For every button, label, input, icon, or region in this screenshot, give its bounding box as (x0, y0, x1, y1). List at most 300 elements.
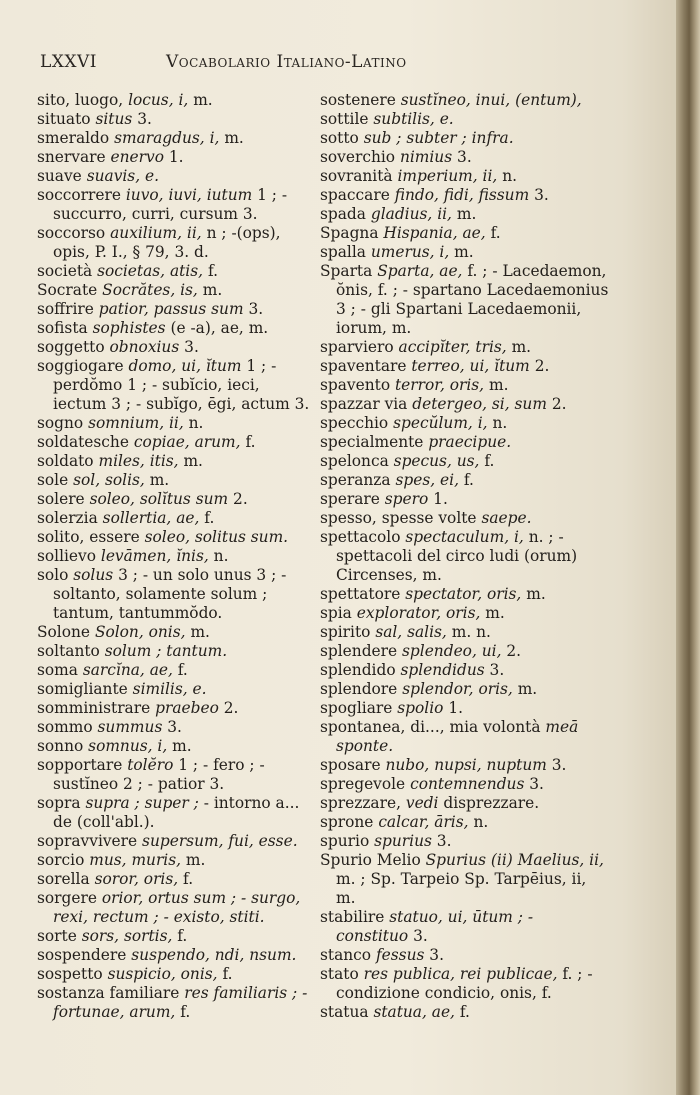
latin-translation: sollertia, ae, (102, 509, 200, 527)
italian-headword: spaventare (320, 357, 407, 375)
italian-headword: sotto (320, 129, 359, 147)
dictionary-entry (37, 984, 312, 1022)
dictionary-entry (320, 908, 610, 946)
entry-grammar-note: 3. (248, 300, 264, 318)
entry-grammar-note: f. (183, 870, 194, 888)
italian-headword: sito, luogo, (37, 91, 124, 109)
entry-grammar-note: disprezzare. (443, 794, 540, 812)
dictionary-entry (320, 642, 610, 661)
entry-grammar-note: m. (485, 604, 505, 622)
italian-headword: sofista (37, 319, 88, 337)
dictionary-entry (37, 167, 312, 186)
entry-grammar-note: m. n. (451, 623, 491, 641)
entry-grammar-note: f. (459, 1003, 470, 1021)
latin-translation: soror, oris, (94, 870, 179, 888)
entry-grammar-note: 3. (184, 338, 199, 356)
dictionary-entry (320, 680, 610, 699)
latin-translation: sophistes (92, 319, 166, 337)
entry-grammar-note: f. (484, 452, 495, 470)
entry-grammar-note: m. (149, 471, 170, 489)
latin-translation: summus (97, 718, 163, 736)
dictionary-entry (320, 452, 610, 471)
italian-headword: sogno (37, 414, 84, 432)
latin-translation: soleo, solitus sum. (144, 528, 289, 546)
dictionary-entry (320, 262, 610, 338)
entry-grammar-note: f. (180, 1003, 191, 1021)
dictionary-entry (37, 433, 312, 452)
entry-grammar-note: 3. (551, 756, 567, 774)
italian-headword: sparviero (320, 338, 394, 356)
dictionary-entry (320, 338, 610, 357)
latin-translation: statuo, ui, ūtum ; - constituo (336, 908, 534, 945)
italian-headword: sorte (37, 927, 77, 945)
latin-translation: meā sponte. (336, 718, 579, 755)
italian-headword: sprezzare, (320, 794, 401, 812)
left-column (37, 91, 312, 1022)
italian-headword: sottile (320, 110, 369, 128)
dictionary-entry (320, 832, 610, 851)
dictionary-entry (320, 623, 610, 642)
italian-headword: stabilire (320, 908, 385, 926)
entry-grammar-note: 3. (167, 718, 182, 736)
latin-translation: calcar, āris, (378, 813, 469, 831)
dictionary-entry (37, 927, 312, 946)
latin-translation: gladius, ii, (370, 205, 452, 223)
latin-translation: statua, ae, (373, 1003, 455, 1021)
italian-headword: soverchio (320, 148, 396, 166)
entry-grammar-note: 3. (429, 946, 444, 964)
entry-grammar-note: f. (463, 471, 474, 489)
italian-headword: snervare (37, 148, 106, 166)
dictionary-entry (320, 243, 610, 262)
italian-headword: soggetto (37, 338, 105, 356)
italian-headword: soma (37, 661, 78, 679)
latin-translation: auxilium, ii, (110, 224, 202, 242)
entry-grammar-note: 2. (233, 490, 248, 508)
italian-headword: sovranità (320, 167, 393, 185)
latin-translation: Hispania, ae, (383, 224, 486, 242)
dictionary-entry (37, 224, 312, 262)
latin-translation: soleo, solĭtus sum (89, 490, 229, 508)
dictionary-entry (320, 756, 610, 775)
right-column (320, 91, 610, 1022)
italian-headword: sopportare (37, 756, 123, 774)
dictionary-entry (320, 851, 610, 908)
italian-headword: spazzar via (320, 395, 408, 413)
italian-headword: società (37, 262, 93, 280)
latin-translation: specus, us, (393, 452, 480, 470)
dictionary-entry (37, 186, 312, 224)
latin-translation: nubo, nupsi, nuptum (385, 756, 547, 774)
latin-translation: sarcĭna, ae, (82, 661, 173, 679)
italian-headword: splendore (320, 680, 398, 698)
latin-translation: Spurius (ii) Maelius, ii, (425, 851, 604, 869)
latin-translation: mus, muris, (89, 851, 182, 869)
dictionary-entry (320, 794, 610, 813)
italian-headword: stato (320, 965, 359, 983)
dictionary-entry (320, 376, 610, 395)
entry-grammar-note: 3. (529, 775, 544, 793)
italian-headword: sostenere (320, 91, 396, 109)
dictionary-entry (320, 414, 610, 433)
entry-grammar-note: n. ; - spettacoli del circo ludi (orum) Circenses, m. (336, 528, 578, 584)
latin-translation: smaragdus, i, (114, 129, 220, 147)
latin-translation: spectator, oris, (405, 585, 522, 603)
italian-headword: statua (320, 1003, 369, 1021)
entry-grammar-note: n. (502, 167, 518, 185)
latin-translation: copiae, arum, (133, 433, 241, 451)
dictionary-entry (37, 623, 312, 642)
dictionary-entry (37, 262, 312, 281)
italian-headword: soccorrere (37, 186, 121, 204)
italian-headword: sposare (320, 756, 381, 774)
italian-headword: stanco (320, 946, 372, 964)
italian-headword: sole (37, 471, 69, 489)
latin-translation: specŭlum, i, (393, 414, 488, 432)
latin-translation: nimius (399, 148, 453, 166)
italian-headword: sorcio (37, 851, 85, 869)
latin-translation: obnoxius (109, 338, 180, 356)
entry-grammar-note: m. (224, 129, 244, 147)
dictionary-entry (320, 813, 610, 832)
dictionary-entry (37, 870, 312, 889)
italian-headword: spelonca (320, 452, 389, 470)
entry-grammar-note: 1. (448, 699, 463, 717)
italian-headword: sorgere (37, 889, 97, 907)
book-spine-edge (676, 0, 700, 1095)
dictionary-entry (320, 148, 610, 167)
italian-headword: soldatesche (37, 433, 129, 451)
dictionary-entry (37, 414, 312, 433)
latin-translation: somnus, i, (88, 737, 168, 755)
dictionary-entry (37, 110, 312, 129)
dictionary-entry (37, 851, 312, 870)
dictionary-entry (320, 395, 610, 414)
italian-headword: splendere (320, 642, 398, 660)
latin-translation: fessus (375, 946, 425, 964)
entry-grammar-note: m. (454, 243, 474, 261)
entry-grammar-note: m. (202, 281, 223, 299)
latin-translation: iuvo, iuvi, iutum (125, 186, 253, 204)
dictionary-entry (37, 338, 312, 357)
entry-grammar-note: 3. (436, 832, 452, 850)
italian-headword: splendido (320, 661, 396, 679)
latin-translation: supra ; super ; (85, 794, 199, 812)
dictionary-entry (37, 756, 312, 794)
dictionary-entry (320, 661, 610, 680)
entry-grammar-note: f. ; - Lacedaemon, ŏnis, f. ; - spartano Lacedaemonius 3 ; - gli Spartani Lacedaemonii, iorum, m. (336, 262, 609, 337)
latin-translation: spolio (397, 699, 444, 717)
entry-grammar-note: 2. (551, 395, 567, 413)
entry-grammar-note: 1. (433, 490, 448, 508)
italian-headword: spalla (320, 243, 366, 261)
italian-headword: solito, essere (37, 528, 140, 546)
latin-translation: explorator, oris, (356, 604, 481, 622)
italian-headword: spirito (320, 623, 371, 641)
dictionary-entry (37, 642, 312, 661)
entry-grammar-note: m. (185, 851, 206, 869)
page-number: LXXVI (40, 52, 97, 72)
dictionary-entry (320, 471, 610, 490)
entry-grammar-note: 1 ; - succurro, curri, cursum 3. (53, 186, 288, 223)
italian-headword: Socrate (37, 281, 98, 299)
entry-grammar-note: n. (213, 547, 229, 565)
latin-translation: findo, fidi, fissum (394, 186, 530, 204)
dictionary-entry (320, 946, 610, 965)
latin-translation: spurius (374, 832, 432, 850)
latin-translation: subtilis, e. (373, 110, 454, 128)
dictionary-entry (37, 148, 312, 167)
italian-headword: sorella (37, 870, 90, 888)
entry-grammar-note: m. (511, 338, 532, 356)
entry-grammar-note: 2. (506, 642, 522, 660)
dictionary-entry (37, 794, 312, 832)
dictionary-entry (320, 186, 610, 205)
latin-translation: Socrătes, is, (102, 281, 198, 299)
dictionary-entry (320, 585, 610, 604)
italian-headword: sostanza familiare (37, 984, 180, 1002)
italian-headword: spada (320, 205, 366, 223)
latin-translation: enervo (110, 148, 164, 166)
latin-translation: solum ; tantum. (104, 642, 228, 660)
latin-translation: sal, salis, (375, 623, 447, 641)
dictionary-entry (320, 205, 610, 224)
latin-translation: similis, e. (132, 680, 207, 698)
italian-headword: Spagna (320, 224, 379, 242)
italian-headword: spavento (320, 376, 391, 394)
latin-translation: umerus, i, (370, 243, 450, 261)
latin-translation: vedi (405, 794, 439, 812)
dictionary-entry (37, 509, 312, 528)
latin-translation: sors, sortis, (81, 927, 173, 945)
latin-translation: miles, itis, (98, 452, 179, 470)
entry-grammar-note: 2. (534, 357, 550, 375)
italian-headword: sopra (37, 794, 81, 812)
italian-headword: solerzia (37, 509, 98, 527)
italian-headword: Solone (37, 623, 91, 641)
italian-headword: sopravvivere (37, 832, 138, 850)
italian-headword: Sparta (320, 262, 373, 280)
italian-headword: soffrire (37, 300, 94, 318)
dictionary-entry (320, 357, 610, 376)
dictionary-entry (320, 91, 610, 110)
entry-grammar-note: (e -a), ae, m. (170, 319, 269, 337)
italian-headword: solere (37, 490, 85, 508)
italian-headword: specchio (320, 414, 389, 432)
italian-headword: sospetto (37, 965, 103, 983)
entry-grammar-note: 3. (457, 148, 472, 166)
entry-grammar-note: 2. (223, 699, 239, 717)
dictionary-entry (37, 946, 312, 965)
latin-translation: terror, oris, (395, 376, 485, 394)
dictionary-entry (37, 91, 312, 110)
dictionary-entry (37, 547, 312, 566)
entry-grammar-note: f. (204, 509, 215, 527)
italian-headword: spaccare (320, 186, 390, 204)
italian-headword: Spurio Melio (320, 851, 421, 869)
dictionary-entry (37, 300, 312, 319)
latin-translation: splendidus (400, 661, 485, 679)
latin-translation: sustĭneo, inui, (entum), (400, 91, 582, 109)
latin-translation: detergeo, si, sum (412, 395, 547, 413)
italian-headword: spontanea, di..., mia volontà (320, 718, 541, 736)
dictionary-entry (37, 357, 312, 414)
italian-headword: smeraldo (37, 129, 110, 147)
latin-translation: spectaculum, i, (405, 528, 524, 546)
dictionary-entry (320, 528, 610, 585)
italian-headword: soccorso (37, 224, 106, 242)
latin-translation: suavis, e. (86, 167, 159, 185)
entry-grammar-note: f. (490, 224, 501, 242)
entry-grammar-note: m. ; Sp. Tarpeio Sp. Tarpēius, ii, m. (336, 870, 587, 907)
latin-translation: accipĭter, tris, (398, 338, 507, 356)
latin-translation: praebeo (155, 699, 219, 717)
italian-headword: speranza (320, 471, 391, 489)
dictionary-entry (320, 129, 610, 148)
dictionary-entry (320, 718, 610, 756)
entry-grammar-note: 1 ; - perdŏmo 1 ; - subĭcio, ieci, iectum 3 ; - subĭgo, ēgi, actum 3. (53, 357, 310, 413)
entry-grammar-note: m. (183, 452, 203, 470)
italian-headword: suave (37, 167, 82, 185)
italian-headword: soggiogare (37, 357, 124, 375)
italian-headword: somministrare (37, 699, 151, 717)
italian-headword: sprone (320, 813, 374, 831)
entry-grammar-note: m. (517, 680, 538, 698)
entry-grammar-note: - intorno a... de (coll'abl.). (53, 794, 300, 831)
italian-headword: situato (37, 110, 91, 128)
dictionary-entry (37, 319, 312, 338)
latin-translation: res publica, rei publicae, (363, 965, 558, 983)
dictionary-entry (320, 167, 610, 186)
italian-headword: sospendere (37, 946, 127, 964)
dictionary-entry (37, 832, 312, 851)
dictionary-entry (320, 509, 610, 528)
entry-grammar-note: n ; -(ops), opis, P. I., § 79, 3. d. (53, 224, 281, 261)
entry-grammar-note: f. (177, 661, 188, 679)
italian-headword: somigliante (37, 680, 128, 698)
italian-headword: soltanto (37, 642, 100, 660)
entry-grammar-note: 3. (413, 927, 428, 945)
italian-headword: solo (37, 566, 69, 584)
dictionary-entry (37, 490, 312, 509)
dictionary-entry (37, 737, 312, 756)
dictionary-entry (320, 1003, 610, 1022)
dictionary-entry (320, 433, 610, 452)
dictionary-entry (37, 129, 312, 148)
latin-translation: levāmen, ĭnis, (100, 547, 209, 565)
entry-grammar-note: m. (193, 91, 213, 109)
dictionary-entry (37, 680, 312, 699)
italian-headword: specialmente (320, 433, 424, 451)
latin-translation: sol, solis, (73, 471, 145, 489)
dictionary-entry (320, 699, 610, 718)
italian-headword: spurio (320, 832, 370, 850)
latin-translation: res familiaris ; - fortunae, arum, (53, 984, 308, 1021)
dictionary-entry (37, 281, 312, 300)
latin-translation: Sparta, ae, (377, 262, 463, 280)
latin-translation: situs (95, 110, 133, 128)
latin-translation: suspendo, ndi, nsum. (131, 946, 297, 964)
entry-grammar-note: m. (488, 376, 509, 394)
italian-headword: spettacolo (320, 528, 401, 546)
latin-translation: sub ; subter ; infra. (363, 129, 514, 147)
entry-grammar-note: m. (190, 623, 210, 641)
dictionary-entry (320, 775, 610, 794)
latin-translation: orior, ortus sum ; - surgo, rexi, rectum ; - existo, stiti. (53, 889, 301, 926)
italian-headword: spettatore (320, 585, 401, 603)
dictionary-entry (320, 110, 610, 129)
latin-translation: supersum, fui, esse. (142, 832, 298, 850)
page-title: Vocabolario Italiano-Latino (166, 52, 407, 72)
dictionary-entry (37, 889, 312, 927)
dictionary-entry (320, 224, 610, 243)
dictionary-entry (37, 699, 312, 718)
dictionary-entry (37, 452, 312, 471)
latin-translation: locus, i, (128, 91, 189, 109)
italian-headword: spregevole (320, 775, 406, 793)
latin-translation: solus (73, 566, 114, 584)
italian-headword: spogliare (320, 699, 393, 717)
latin-translation: contemnendus (410, 775, 525, 793)
italian-headword: sonno (37, 737, 84, 755)
entry-grammar-note: m. (456, 205, 477, 223)
entry-grammar-note: f. (177, 927, 188, 945)
italian-headword: sperare (320, 490, 380, 508)
latin-translation: spes, ei, (395, 471, 459, 489)
entry-grammar-note: 1. (168, 148, 184, 166)
entry-grammar-note: f. (207, 262, 218, 280)
entry-grammar-note: 3. (534, 186, 549, 204)
italian-headword: sommo (37, 718, 93, 736)
entry-grammar-note: m. (172, 737, 192, 755)
entry-grammar-note: 3 ; - un solo unus 3 ; - soltanto, solamente solum ; tantum, tantummŏdo. (53, 566, 287, 622)
dictionary-entry (37, 718, 312, 737)
entry-grammar-note: m. (526, 585, 546, 603)
latin-translation: splendor, oris, (402, 680, 513, 698)
entry-grammar-note: f. (245, 433, 256, 451)
dictionary-entry (320, 965, 610, 1003)
italian-headword: spia (320, 604, 352, 622)
dictionary-entry (37, 965, 312, 984)
entry-grammar-note: 3. (137, 110, 152, 128)
entry-grammar-note: n. (492, 414, 508, 432)
entry-grammar-note: f. ; - condizione condicio, onis, f. (336, 965, 593, 1002)
italian-headword: sollievo (37, 547, 96, 565)
entry-grammar-note: f. (222, 965, 233, 983)
dictionary-entry (37, 566, 312, 623)
entry-grammar-note: 3. (489, 661, 505, 679)
dictionary-entry (320, 604, 610, 623)
latin-translation: terreo, ui, ĭtum (411, 357, 530, 375)
dictionary-entry (37, 528, 312, 547)
entry-grammar-note: 1 ; - fero ; - sustĭneo 2 ; - patior 3. (53, 756, 265, 793)
dictionary-entry (37, 471, 312, 490)
latin-translation: patior, passus sum (98, 300, 244, 318)
dictionary-entry (320, 490, 610, 509)
latin-translation: Solon, onis, (94, 623, 186, 641)
latin-translation: spero (384, 490, 429, 508)
dictionary-entry (37, 661, 312, 680)
entry-grammar-note: n. (473, 813, 489, 831)
italian-headword: spesso, spesse volte (320, 509, 477, 527)
latin-translation: tolĕro (127, 756, 174, 774)
italian-headword: soldato (37, 452, 94, 470)
latin-translation: suspicio, onis, (107, 965, 218, 983)
latin-translation: praecipue. (428, 433, 512, 451)
latin-translation: domo, ui, ĭtum (128, 357, 242, 375)
latin-translation: saepe. (481, 509, 532, 527)
latin-translation: somnium, ii, (88, 414, 184, 432)
